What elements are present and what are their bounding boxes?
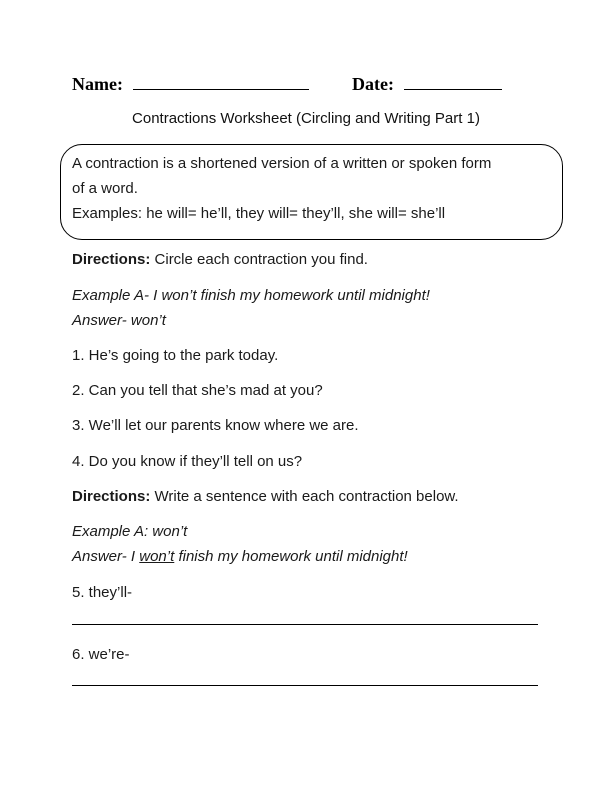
part2-directions	[72, 487, 459, 507]
question-4[interactable]: 4. Do you know if they’ll tell on us?	[72, 453, 303, 470]
date-field	[352, 72, 502, 96]
part1-directions-text: Circle each contraction you find.	[150, 251, 368, 268]
part1-directions	[72, 250, 368, 270]
part2-answer	[72, 547, 408, 567]
question-1[interactable]: 1. He’s going to the park today.	[72, 347, 279, 364]
part1-example: Example A- I won’t finish my homework until midnight!	[72, 287, 430, 304]
name-label: Name:	[72, 74, 123, 94]
date-label: Date:	[352, 74, 394, 94]
question-5: 5. they’ll-	[72, 584, 133, 601]
worksheet-title: Contractions Worksheet (Circling and Writing Part 1)	[132, 110, 480, 127]
answer-line-6[interactable]	[72, 685, 538, 686]
name-input-line[interactable]	[133, 73, 309, 90]
definition-line-1: A contraction is a shortened version of a written or spoken form	[72, 155, 492, 172]
part2-answer-prefix: Answer- I	[72, 548, 140, 565]
answer-line-5[interactable]	[72, 624, 538, 625]
part2-answer-contraction: won’t	[139, 548, 175, 565]
definition-examples: Examples: he will= he’ll, they will= they’ll, she will= she’ll	[72, 205, 446, 222]
question-3[interactable]: 3. We’ll let our parents know where we are.	[72, 417, 359, 434]
part2-answer-suffix: finish my homework until midnight!	[174, 548, 408, 565]
part1-answer: Answer- won’t	[72, 312, 166, 329]
part1-directions-label: Directions:	[72, 251, 151, 268]
part2-directions-text: Write a sentence with each contraction below.	[150, 488, 459, 505]
definition-line-2: of a word.	[72, 180, 138, 197]
question-6: 6. we’re-	[72, 646, 130, 663]
date-input-line[interactable]	[404, 73, 502, 90]
part2-example: Example A: won’t	[72, 523, 188, 540]
name-field	[72, 72, 309, 96]
question-2[interactable]: 2. Can you tell that she’s mad at you?	[72, 382, 323, 399]
part2-directions-label: Directions:	[72, 488, 151, 505]
